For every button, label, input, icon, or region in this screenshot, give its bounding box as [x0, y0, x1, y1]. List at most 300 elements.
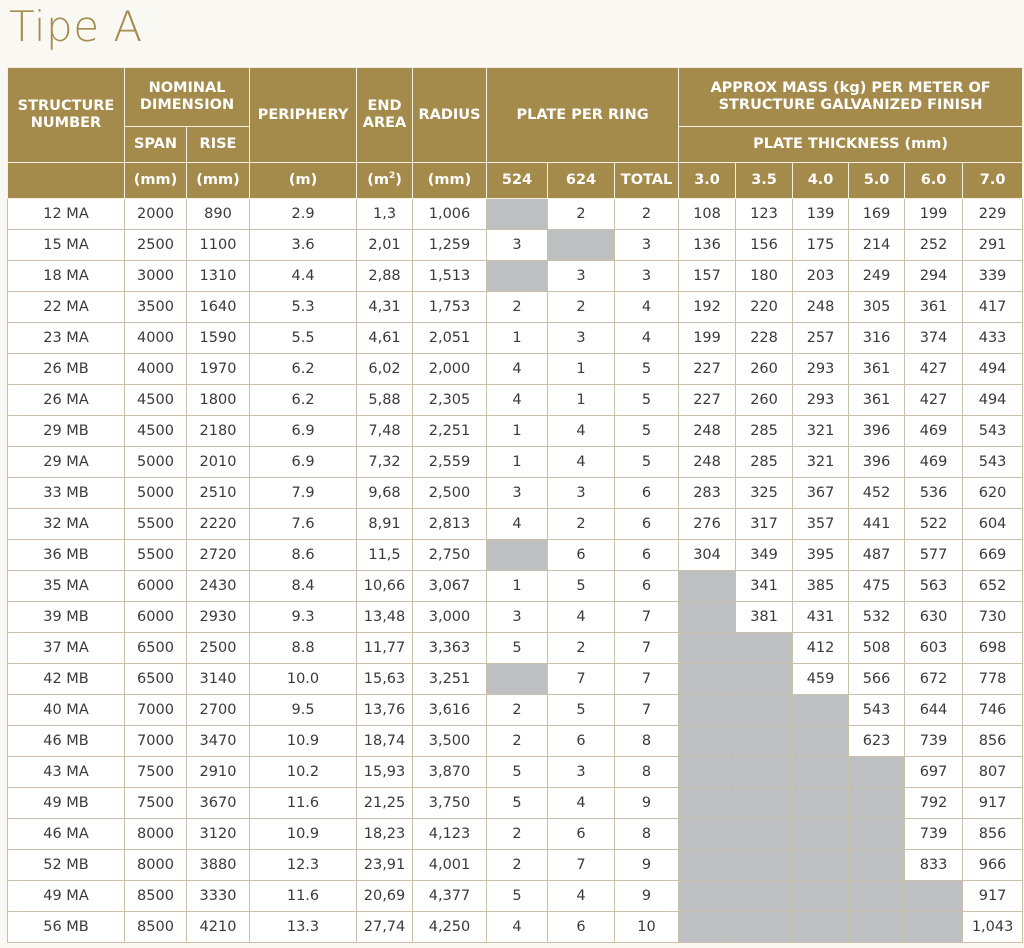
- cell-mass-6-0: 536: [905, 478, 963, 509]
- cell-structure-number: 36 MB: [8, 540, 125, 571]
- cell-plate-624: 1: [548, 354, 615, 385]
- cell-plate-524: 3: [487, 602, 548, 633]
- cell-mass-4-0: [793, 912, 849, 943]
- cell-end-area: 11,77: [357, 633, 413, 664]
- cell-periphery: 13.3: [250, 912, 357, 943]
- cell-span: 5500: [125, 540, 187, 571]
- cell-span: 8500: [125, 881, 187, 912]
- cell-mass-3-5: 317: [736, 509, 793, 540]
- cell-mass-7-0: 291: [963, 230, 1023, 261]
- cell-mass-3-5: 260: [736, 385, 793, 416]
- cell-end-area: 8,91: [357, 509, 413, 540]
- cell-structure-number: 18 MA: [8, 261, 125, 292]
- cell-rise: 2220: [187, 509, 250, 540]
- cell-span: 5500: [125, 509, 187, 540]
- cell-structure-number: 26 MB: [8, 354, 125, 385]
- cell-mass-4-0: 175: [793, 230, 849, 261]
- table-row: [8, 447, 1023, 478]
- cell-mass-6-0: 672: [905, 664, 963, 695]
- cell-periphery: 7.9: [250, 478, 357, 509]
- cell-mass-3-5: 228: [736, 323, 793, 354]
- cell-mass-3-0: 304: [679, 540, 736, 571]
- cell-end-area: 13,76: [357, 695, 413, 726]
- cell-radius: 3,067: [413, 571, 487, 602]
- cell-mass-5-0: 566: [849, 664, 905, 695]
- cell-plate-total: 5: [615, 416, 679, 447]
- unit-thickness-6-0: 6.0: [905, 163, 963, 199]
- cell-span: 4500: [125, 385, 187, 416]
- table-row: [8, 478, 1023, 509]
- table-row: [8, 633, 1023, 664]
- table-row: [8, 509, 1023, 540]
- cell-periphery: 12.3: [250, 850, 357, 881]
- cell-mass-7-0: 433: [963, 323, 1023, 354]
- cell-radius: 1,753: [413, 292, 487, 323]
- cell-span: 5000: [125, 447, 187, 478]
- unit-radius: (mm): [413, 163, 487, 199]
- cell-mass-4-0: 321: [793, 416, 849, 447]
- unit-structure: [8, 163, 125, 199]
- cell-mass-3-5: 180: [736, 261, 793, 292]
- table-row: [8, 385, 1023, 416]
- cell-radius: 3,251: [413, 664, 487, 695]
- cell-rise: 2930: [187, 602, 250, 633]
- cell-plate-total: 9: [615, 881, 679, 912]
- cell-mass-3-5: 285: [736, 416, 793, 447]
- cell-periphery: 10.9: [250, 726, 357, 757]
- cell-radius: 4,377: [413, 881, 487, 912]
- cell-periphery: 8.8: [250, 633, 357, 664]
- cell-mass-5-0: 475: [849, 571, 905, 602]
- header-plate-per-ring: PLATE PER RING: [487, 68, 679, 163]
- cell-rise: 1640: [187, 292, 250, 323]
- table-row: [8, 602, 1023, 633]
- cell-radius: 1,259: [413, 230, 487, 261]
- header-rise: RISE: [187, 127, 250, 163]
- cell-plate-524: 5: [487, 633, 548, 664]
- cell-mass-5-0: [849, 819, 905, 850]
- cell-span: 8000: [125, 819, 187, 850]
- cell-radius: 3,870: [413, 757, 487, 788]
- cell-plate-624: 5: [548, 571, 615, 602]
- cell-end-area: 13,48: [357, 602, 413, 633]
- cell-rise: 4210: [187, 912, 250, 943]
- cell-mass-4-0: [793, 695, 849, 726]
- cell-radius: 2,559: [413, 447, 487, 478]
- cell-radius: 4,123: [413, 819, 487, 850]
- cell-rise: 2720: [187, 540, 250, 571]
- table-row: [8, 230, 1023, 261]
- unit-thickness-7-0: 7.0: [963, 163, 1023, 199]
- cell-mass-6-0: 361: [905, 292, 963, 323]
- cell-rise: 3470: [187, 726, 250, 757]
- cell-plate-624: 7: [548, 850, 615, 881]
- header-periphery: PERIPHERY: [250, 68, 357, 163]
- cell-mass-3-5: 285: [736, 447, 793, 478]
- cell-plate-624: 3: [548, 323, 615, 354]
- cell-mass-7-0: 698: [963, 633, 1023, 664]
- cell-mass-6-0: 577: [905, 540, 963, 571]
- cell-mass-4-0: 248: [793, 292, 849, 323]
- cell-end-area: 6,02: [357, 354, 413, 385]
- cell-plate-total: 8: [615, 757, 679, 788]
- cell-mass-4-0: 431: [793, 602, 849, 633]
- cell-mass-3-0: [679, 695, 736, 726]
- cell-rise: 2180: [187, 416, 250, 447]
- cell-mass-3-5: 123: [736, 199, 793, 230]
- cell-end-area: 15,63: [357, 664, 413, 695]
- cell-end-area: 21,25: [357, 788, 413, 819]
- cell-mass-3-5: 156: [736, 230, 793, 261]
- cell-mass-3-5: 325: [736, 478, 793, 509]
- cell-plate-524: 5: [487, 757, 548, 788]
- unit-thickness-3-5: 3.5: [736, 163, 793, 199]
- header-radius: RADIUS: [413, 68, 487, 163]
- cell-mass-4-0: 412: [793, 633, 849, 664]
- cell-mass-3-5: [736, 850, 793, 881]
- cell-rise: 1590: [187, 323, 250, 354]
- cell-mass-3-0: [679, 881, 736, 912]
- cell-mass-7-0: 669: [963, 540, 1023, 571]
- cell-end-area: 15,93: [357, 757, 413, 788]
- cell-plate-624: 3: [548, 261, 615, 292]
- cell-plate-524: 5: [487, 881, 548, 912]
- unit-thickness-5-0: 5.0: [849, 163, 905, 199]
- table-row: [8, 912, 1023, 943]
- cell-plate-total: 5: [615, 354, 679, 385]
- cell-periphery: 7.6: [250, 509, 357, 540]
- cell-mass-3-0: [679, 912, 736, 943]
- cell-end-area: 2,01: [357, 230, 413, 261]
- unit-plate-624: 624: [548, 163, 615, 199]
- cell-mass-4-0: 293: [793, 354, 849, 385]
- cell-rise: 3140: [187, 664, 250, 695]
- cell-plate-total: 7: [615, 602, 679, 633]
- cell-mass-3-0: [679, 850, 736, 881]
- table-row: [8, 695, 1023, 726]
- table-row: [8, 881, 1023, 912]
- cell-mass-6-0: 697: [905, 757, 963, 788]
- cell-mass-4-0: [793, 726, 849, 757]
- cell-periphery: 6.2: [250, 354, 357, 385]
- unit-periphery: (m): [250, 163, 357, 199]
- cell-plate-total: 8: [615, 819, 679, 850]
- cell-plate-624: 4: [548, 416, 615, 447]
- header-structure-number: STRUCTURE NUMBER: [8, 68, 125, 163]
- cell-mass-7-0: 620: [963, 478, 1023, 509]
- unit-plate-total: TOTAL: [615, 163, 679, 199]
- table-row: [8, 354, 1023, 385]
- cell-rise: 2500: [187, 633, 250, 664]
- header-end-area: END AREA: [357, 68, 413, 163]
- cell-periphery: 9.5: [250, 695, 357, 726]
- cell-mass-6-0: [905, 912, 963, 943]
- cell-mass-6-0: 427: [905, 354, 963, 385]
- cell-mass-4-0: 385: [793, 571, 849, 602]
- cell-radius: 3,500: [413, 726, 487, 757]
- cell-structure-number: 26 MA: [8, 385, 125, 416]
- cell-plate-524: 4: [487, 354, 548, 385]
- cell-mass-7-0: 543: [963, 416, 1023, 447]
- cell-structure-number: 42 MB: [8, 664, 125, 695]
- cell-plate-524: 1: [487, 447, 548, 478]
- cell-end-area: 18,74: [357, 726, 413, 757]
- cell-periphery: 6.2: [250, 385, 357, 416]
- cell-end-area: 5,88: [357, 385, 413, 416]
- cell-periphery: 6.9: [250, 447, 357, 478]
- cell-plate-524: [487, 261, 548, 292]
- cell-structure-number: 12 MA: [8, 199, 125, 230]
- cell-mass-5-0: 508: [849, 633, 905, 664]
- cell-mass-3-0: [679, 757, 736, 788]
- cell-mass-7-0: 917: [963, 881, 1023, 912]
- cell-mass-3-0: 283: [679, 478, 736, 509]
- header-approx-mass: APPROX MASS (kg) PER METER OF STRUCTURE GALVANIZED FINISH: [679, 68, 1023, 127]
- cell-mass-7-0: 856: [963, 819, 1023, 850]
- cell-mass-5-0: [849, 850, 905, 881]
- cell-periphery: 9.3: [250, 602, 357, 633]
- cell-mass-3-5: [736, 664, 793, 695]
- cell-mass-7-0: 917: [963, 788, 1023, 819]
- cell-periphery: 4.4: [250, 261, 357, 292]
- cell-rise: 1100: [187, 230, 250, 261]
- cell-rise: 1970: [187, 354, 250, 385]
- cell-mass-7-0: 543: [963, 447, 1023, 478]
- cell-mass-3-0: [679, 726, 736, 757]
- cell-mass-3-5: 381: [736, 602, 793, 633]
- cell-plate-624: 4: [548, 881, 615, 912]
- unit-span: (mm): [125, 163, 187, 199]
- cell-structure-number: 33 MB: [8, 478, 125, 509]
- cell-mass-6-0: 294: [905, 261, 963, 292]
- cell-rise: 2010: [187, 447, 250, 478]
- cell-structure-number: 29 MB: [8, 416, 125, 447]
- cell-radius: 2,750: [413, 540, 487, 571]
- cell-mass-3-0: 199: [679, 323, 736, 354]
- cell-periphery: 5.5: [250, 323, 357, 354]
- cell-plate-524: 5: [487, 788, 548, 819]
- cell-plate-624: 6: [548, 819, 615, 850]
- cell-plate-524: 2: [487, 850, 548, 881]
- cell-plate-624: 1: [548, 385, 615, 416]
- cell-structure-number: 52 MB: [8, 850, 125, 881]
- table-row: [8, 323, 1023, 354]
- table-row: [8, 850, 1023, 881]
- cell-mass-4-0: [793, 850, 849, 881]
- cell-mass-4-0: 203: [793, 261, 849, 292]
- cell-plate-total: 4: [615, 323, 679, 354]
- cell-span: 4000: [125, 323, 187, 354]
- cell-mass-3-5: [736, 726, 793, 757]
- cell-plate-total: 5: [615, 385, 679, 416]
- cell-end-area: 20,69: [357, 881, 413, 912]
- cell-mass-4-0: [793, 788, 849, 819]
- cell-structure-number: 43 MA: [8, 757, 125, 788]
- cell-rise: 3670: [187, 788, 250, 819]
- cell-plate-total: 3: [615, 230, 679, 261]
- cell-span: 8000: [125, 850, 187, 881]
- cell-end-area: 4,61: [357, 323, 413, 354]
- cell-mass-5-0: 214: [849, 230, 905, 261]
- cell-span: 7500: [125, 788, 187, 819]
- cell-periphery: 8.4: [250, 571, 357, 602]
- cell-plate-total: 9: [615, 850, 679, 881]
- unit-thickness-4-0: 4.0: [793, 163, 849, 199]
- cell-periphery: 11.6: [250, 881, 357, 912]
- cell-mass-6-0: 739: [905, 726, 963, 757]
- cell-end-area: 23,91: [357, 850, 413, 881]
- cell-rise: 3120: [187, 819, 250, 850]
- cell-periphery: 5.3: [250, 292, 357, 323]
- cell-mass-5-0: 249: [849, 261, 905, 292]
- unit-plate-524: 524: [487, 163, 548, 199]
- cell-periphery: 10.0: [250, 664, 357, 695]
- cell-mass-3-0: 136: [679, 230, 736, 261]
- cell-plate-624: 2: [548, 292, 615, 323]
- cell-radius: 2,051: [413, 323, 487, 354]
- cell-radius: 1,006: [413, 199, 487, 230]
- cell-mass-7-0: 494: [963, 354, 1023, 385]
- cell-end-area: 11,5: [357, 540, 413, 571]
- cell-mass-7-0: 339: [963, 261, 1023, 292]
- cell-mass-3-0: 192: [679, 292, 736, 323]
- cell-structure-number: 46 MA: [8, 819, 125, 850]
- cell-plate-total: 9: [615, 788, 679, 819]
- cell-mass-5-0: 361: [849, 354, 905, 385]
- cell-mass-4-0: 321: [793, 447, 849, 478]
- cell-periphery: 3.6: [250, 230, 357, 261]
- cell-mass-3-0: [679, 602, 736, 633]
- cell-mass-5-0: 396: [849, 416, 905, 447]
- unit-end-area-text: (m: [367, 172, 389, 188]
- cell-mass-7-0: 229: [963, 199, 1023, 230]
- cell-mass-7-0: 417: [963, 292, 1023, 323]
- cell-periphery: 2.9: [250, 199, 357, 230]
- cell-plate-total: 2: [615, 199, 679, 230]
- table-body: [8, 199, 1023, 943]
- cell-radius: 3,616: [413, 695, 487, 726]
- cell-radius: 3,000: [413, 602, 487, 633]
- cell-end-area: 1,3: [357, 199, 413, 230]
- cell-mass-4-0: [793, 757, 849, 788]
- cell-radius: 2,813: [413, 509, 487, 540]
- cell-mass-5-0: 452: [849, 478, 905, 509]
- cell-structure-number: 49 MB: [8, 788, 125, 819]
- cell-mass-4-0: 357: [793, 509, 849, 540]
- cell-radius: 2,251: [413, 416, 487, 447]
- table-row: [8, 819, 1023, 850]
- table-row: [8, 726, 1023, 757]
- cell-plate-524: [487, 664, 548, 695]
- cell-plate-524: 2: [487, 819, 548, 850]
- cell-mass-3-5: [736, 788, 793, 819]
- table-row: [8, 664, 1023, 695]
- cell-plate-624: 4: [548, 788, 615, 819]
- cell-plate-total: 6: [615, 509, 679, 540]
- cell-plate-524: 1: [487, 571, 548, 602]
- cell-mass-4-0: 459: [793, 664, 849, 695]
- unit-thickness-3-0: 3.0: [679, 163, 736, 199]
- cell-plate-524: 3: [487, 478, 548, 509]
- cell-mass-6-0: 374: [905, 323, 963, 354]
- cell-mass-3-5: [736, 819, 793, 850]
- cell-mass-4-0: [793, 819, 849, 850]
- cell-plate-524: 2: [487, 292, 548, 323]
- table-row: [8, 757, 1023, 788]
- cell-plate-total: 10: [615, 912, 679, 943]
- cell-mass-7-0: 746: [963, 695, 1023, 726]
- specification-table: [7, 67, 1023, 943]
- table-row: [8, 416, 1023, 447]
- table-row: [8, 261, 1023, 292]
- cell-mass-3-5: 220: [736, 292, 793, 323]
- cell-plate-524: [487, 540, 548, 571]
- cell-mass-5-0: 623: [849, 726, 905, 757]
- cell-radius: 2,500: [413, 478, 487, 509]
- header-span: SPAN: [125, 127, 187, 163]
- cell-structure-number: 56 MB: [8, 912, 125, 943]
- cell-span: 7000: [125, 695, 187, 726]
- cell-mass-4-0: 257: [793, 323, 849, 354]
- cell-mass-5-0: 532: [849, 602, 905, 633]
- cell-plate-total: 3: [615, 261, 679, 292]
- table-row: [8, 292, 1023, 323]
- cell-mass-3-5: [736, 912, 793, 943]
- cell-plate-624: 2: [548, 199, 615, 230]
- cell-end-area: 4,31: [357, 292, 413, 323]
- cell-mass-6-0: 644: [905, 695, 963, 726]
- cell-end-area: 18,23: [357, 819, 413, 850]
- header-nominal-dimension: NOMINAL DIMENSION: [125, 68, 250, 127]
- cell-plate-total: 6: [615, 478, 679, 509]
- cell-mass-3-5: [736, 633, 793, 664]
- cell-span: 3500: [125, 292, 187, 323]
- table-row: [8, 571, 1023, 602]
- cell-plate-524: [487, 199, 548, 230]
- cell-plate-624: 6: [548, 726, 615, 757]
- cell-plate-624: 4: [548, 602, 615, 633]
- cell-plate-624: 6: [548, 912, 615, 943]
- cell-mass-3-5: 260: [736, 354, 793, 385]
- unit-end-area: [357, 163, 413, 199]
- cell-mass-4-0: 139: [793, 199, 849, 230]
- cell-mass-7-0: 856: [963, 726, 1023, 757]
- unit-end-area-close: ): [395, 172, 402, 188]
- cell-end-area: 7,32: [357, 447, 413, 478]
- cell-mass-5-0: 543: [849, 695, 905, 726]
- cell-plate-total: 7: [615, 664, 679, 695]
- cell-mass-6-0: 739: [905, 819, 963, 850]
- cell-plate-624: 6: [548, 540, 615, 571]
- table-row: [8, 199, 1023, 230]
- cell-mass-4-0: 367: [793, 478, 849, 509]
- cell-span: 4000: [125, 354, 187, 385]
- cell-mass-7-0: 730: [963, 602, 1023, 633]
- cell-rise: 3330: [187, 881, 250, 912]
- cell-rise: 2510: [187, 478, 250, 509]
- cell-mass-3-0: [679, 571, 736, 602]
- cell-plate-524: 2: [487, 726, 548, 757]
- cell-span: 4500: [125, 416, 187, 447]
- cell-mass-3-0: 248: [679, 447, 736, 478]
- cell-mass-3-0: 157: [679, 261, 736, 292]
- cell-plate-624: 5: [548, 695, 615, 726]
- cell-mass-6-0: 792: [905, 788, 963, 819]
- cell-periphery: 11.6: [250, 788, 357, 819]
- cell-structure-number: 15 MA: [8, 230, 125, 261]
- cell-rise: 3880: [187, 850, 250, 881]
- cell-mass-6-0: 469: [905, 416, 963, 447]
